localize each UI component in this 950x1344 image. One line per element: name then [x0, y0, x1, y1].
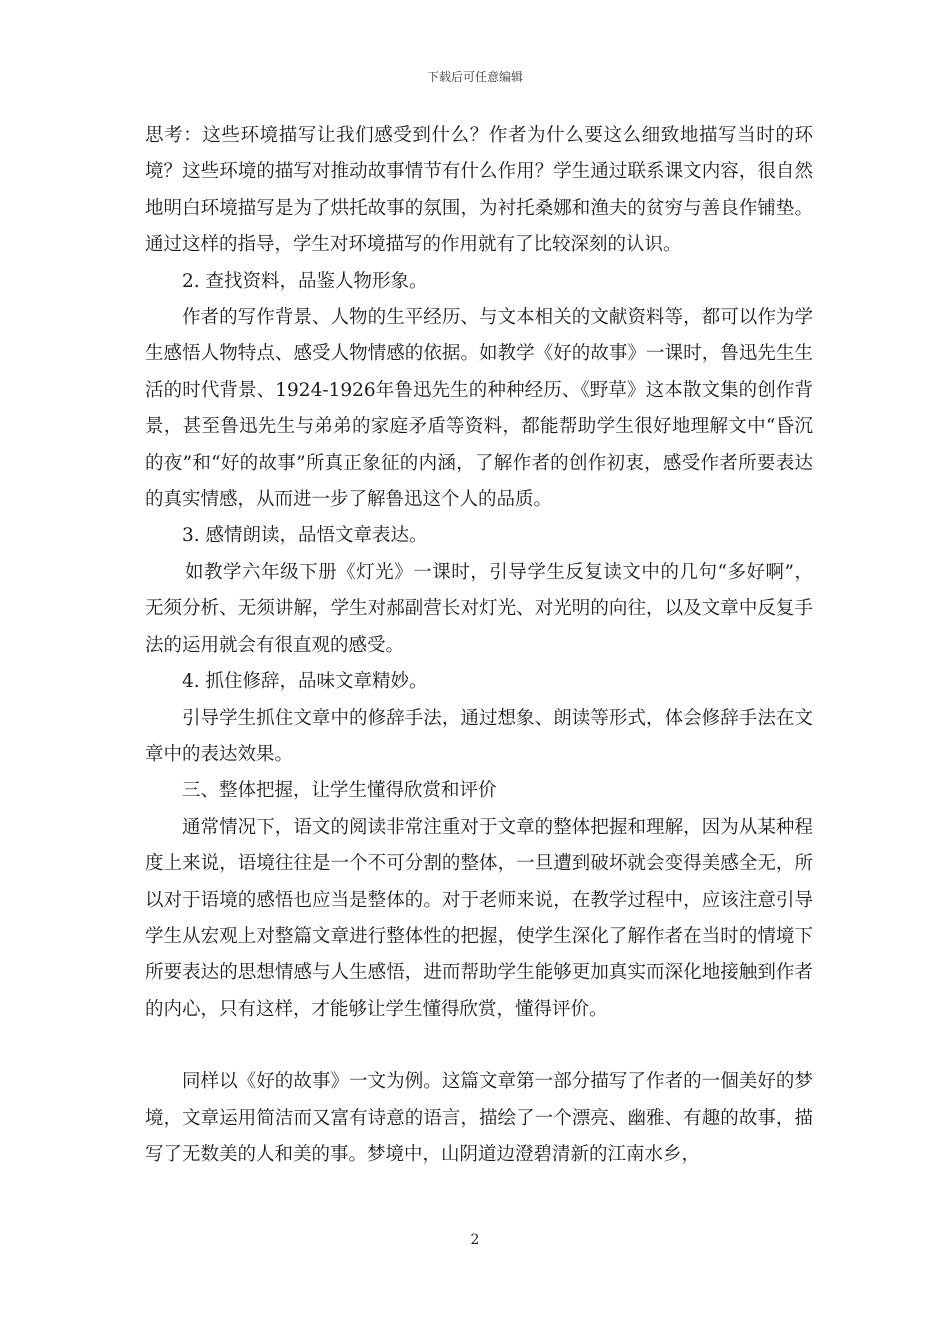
paragraph-overall-grasp: 通常情况下，语文的阅读非常注重对于文章的整体把握和理解，因为从某种程度上来说，语境往往是一个不可分割的整体，一旦遭到破坏就会变得美感全无，所以对于语境的感悟也应当是整体的。对于老师来说，在教学过程中，应该注意引导学生从宏观上对整篇文章进行整体性的把握，使学生深化了解作者在当时的情境下所要表达的思想情感与人生感悟，进而帮助学生能够更加真实而深化地接触到作者的内心，只有这样，才能够让学生懂得欣赏，懂得评价。 [145, 816, 813, 1020]
heading-2-search-materials: 2. 查找资料，品鉴人物形象。 [182, 270, 428, 292]
paragraph-lamp-example: 如教学六年级下册《灯光》一课时，引导学生反复读文中的几句“多好啊”，无须分析、无须讲解，学生对郝副营长对灯光、对光明的向往，以及文章中反复手法的运用就会有很直观的感受。 [145, 561, 813, 656]
heading-3-emotional-reading: 3. 感情朗读，品悟文章表达。 [182, 525, 428, 547]
document-body [145, 118, 813, 1173]
paragraph-rhetoric: 引导学生抓住文章中的修辞手法，通过想象、朗读等形式，体会修辞手法在文章中的表达效果。 [145, 707, 813, 765]
heading-4-rhetoric: 4. 抓住修辞，品味文章精妙。 [182, 671, 428, 693]
page-number: 2 [470, 1232, 480, 1248]
paragraph-background-materials: 作者的写作背景、人物的生平经历、与文本相关的文献资料等，都可以作为学生感悟人物特点、感受人物情感的依据。如教学《好的故事》一课时，鲁迅先生生活的时代背景、1924-1926年鲁迅先生的种种经历、《野草》这本散文集的创作背景，甚至鲁迅先生与弟弟的家庭矛盾等资料，都能帮助学生很好地理解文中“昏沉的夜”和“好的故事”所真正象征的内涵，了解作者的创作初衷，感受作者所要表达的真实情感，从而进一步了解鲁迅这个人的品质。 [145, 307, 813, 511]
header-note: 下载后可任意编辑 [426, 70, 523, 84]
paragraph-environment-thinking: 思考：这些环境描写让我们感受到什么？作者为什么要这么细致地描写当时的环境？这些环境的描写对推动故事情节有什么作用？学生通过联系课文内容，很自然地明白环境描写是为了烘托故事的氛围，为衬托桑娜和渔夫的贫穷与善良作铺垫。通过这样的指导，学生对环境描写的作用就有了比较深刻的认识。 [145, 125, 813, 256]
paragraph-good-story-example: 同样以《好的故事》一文为例。这篇文章第一部分描写了作者的一個美好的梦境，文章运用简洁而又富有诗意的语言，描绘了一个漂亮、幽雅、有趣的故事，描写了无数美的人和美的事。梦境中，山阴道边澄碧清新的江南水乡， [145, 1071, 813, 1165]
paragraph-spacer [145, 1028, 813, 1064]
heading-section-3-overall-grasp: 三、整体把握，让学生懂得欣赏和评价 [182, 780, 497, 802]
